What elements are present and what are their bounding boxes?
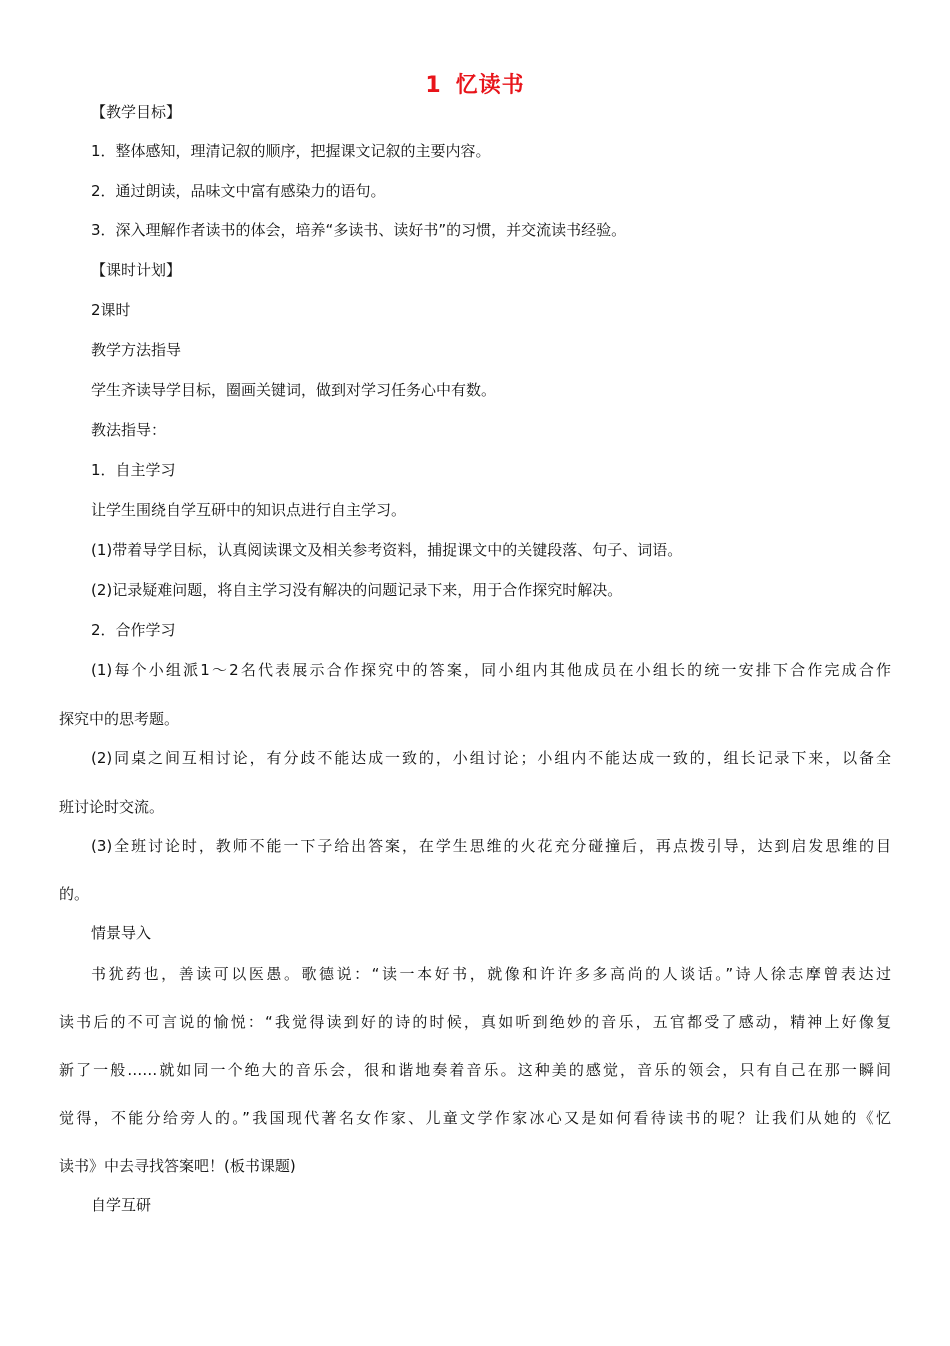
intro-line-1: 书犹药也，善读可以医愚。歌德说：“读一本好书，就像和许许多多高尚的人谈话。”诗人徐志摩曾表达过 <box>91 965 891 983</box>
intro-line-3: 新了一般……就如同一个绝大的音乐会，很和谐地奏着音乐。这种美的感觉，音乐的领会，只有自己在那一瞬间 <box>59 1061 891 1079</box>
subheading-self-study: 1．自主学习 <box>91 461 176 479</box>
coop-item-2-line-2: 班讨论时交流。 <box>59 798 165 816</box>
intro-line-2: 读书后的不可言说的愉悦：“我觉得读到好的诗的时候，真如听到绝妙的音乐，五官都受了感动，精神上好像复 <box>59 1013 891 1031</box>
heading-self-study-research: 自学互研 <box>91 1196 152 1214</box>
self-study-intro: 让学生围绕自学互研中的知识点进行自主学习。 <box>91 501 407 519</box>
page-title <box>0 68 950 99</box>
goal-item-2: 2．通过朗读，品味文中富有感染力的语句。 <box>91 182 386 200</box>
coop-item-3-line-1: (3)全班讨论时，教师不能一下子给出答案，在学生思维的火花充分碰撞后，再点拨引导，达到启发思维的目 <box>91 837 891 855</box>
title-number: 1 <box>425 73 442 98</box>
goal-item-3: 3．深入理解作者读书的体会，培养“多读书、读好书”的习惯，并交流读书经验。 <box>91 221 627 239</box>
goal-item-1: 1．整体感知，理清记叙的顺序，把握课文记叙的主要内容。 <box>91 142 491 160</box>
heading-lesson-plan: 【课时计划】 <box>91 261 182 279</box>
method-paragraph: 学生齐读导学目标，圈画关键词，做到对学习任务心中有数。 <box>91 381 497 399</box>
self-study-item-2: (2)记录疑难问题，将自主学习没有解决的问题记录下来，用于合作探究时解决。 <box>91 581 623 599</box>
self-study-item-1: (1)带着导学目标，认真阅读课文及相关参考资料，捕捉课文中的关键段落、句子、词语。 <box>91 541 683 559</box>
subheading-cooperative-study: 2．合作学习 <box>91 621 176 639</box>
heading-teaching-goals: 【教学目标】 <box>91 103 182 121</box>
coop-item-1-line-2: 探究中的思考题。 <box>59 710 180 728</box>
heading-scene-intro: 情景导入 <box>91 924 152 942</box>
coop-item-2-line-1: (2)同桌之间互相讨论，有分歧不能达成一致的，小组讨论；小组内不能达成一致的，组长记录下来，以备全 <box>91 749 891 767</box>
heading-method-guidance: 教学方法指导 <box>91 341 182 359</box>
lesson-hours: 2课时 <box>91 301 131 319</box>
intro-line-5: 读书》中去寻找答案吧！(板书课题) <box>59 1157 296 1175</box>
title-text: 忆读书 <box>455 73 525 98</box>
coop-item-1-line-1: (1)每个小组派1～2名代表展示合作探究中的答案，同小组内其他成员在小组长的统一安排下合作完成合作 <box>91 661 891 679</box>
coop-item-3-line-2: 的。 <box>59 885 90 903</box>
intro-line-4: 觉得，不能分给旁人的。”我国现代著名女作家、儿童文学作家冰心又是如何看待读书的呢？让我们从她的《忆 <box>59 1109 891 1127</box>
heading-teaching-guidance: 教法指导： <box>91 421 167 439</box>
